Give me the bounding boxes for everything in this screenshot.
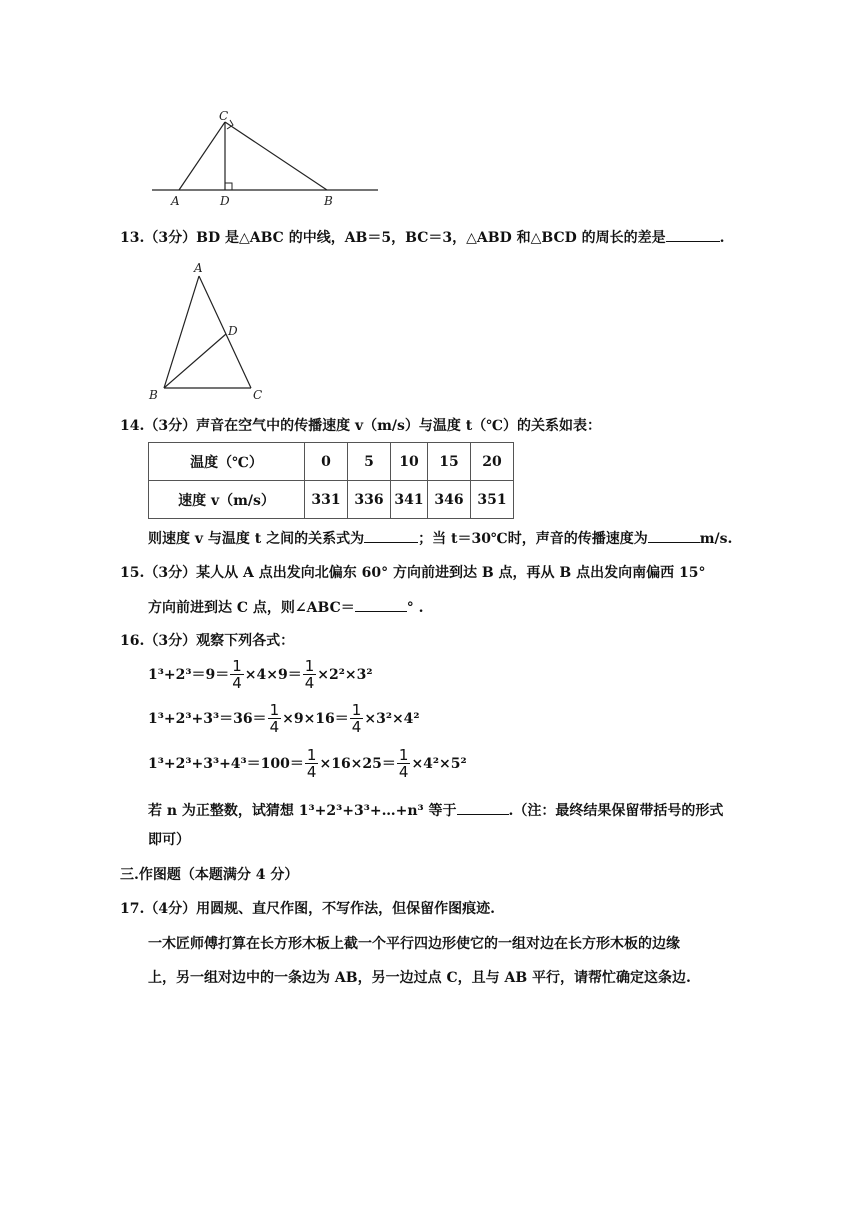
equation-2 — [148, 702, 420, 736]
fraction — [350, 702, 364, 735]
row-header: 温度（℃） — [149, 443, 305, 481]
table-row — [149, 443, 514, 481]
frac-num: 1 — [304, 656, 315, 675]
table-cell: 336 — [348, 481, 391, 519]
q16-line-c: 即可） — [148, 832, 190, 848]
q16-score: （3分） — [144, 633, 197, 649]
q15-line2 — [148, 596, 423, 618]
q16-number: 16. — [120, 633, 145, 649]
frac-num: 1 — [398, 745, 409, 764]
frac-num: 1 — [306, 745, 317, 764]
label-d: D — [220, 194, 230, 208]
label-c: C — [219, 109, 229, 123]
q14-line2-c: m/s. — [699, 531, 733, 547]
answer-blank[interactable] — [355, 596, 407, 612]
label-d: D — [228, 324, 238, 338]
q16-question-line — [148, 799, 723, 821]
equation-3 — [148, 747, 467, 781]
frac-den: 4 — [232, 673, 242, 692]
q13-end: . — [719, 230, 725, 246]
frac-num: 1 — [269, 700, 280, 719]
label-b: B — [324, 194, 333, 208]
eq-left: 1³+2³＝9＝ — [148, 667, 230, 683]
section-3-title: 三.作图题（本题满分 4 分） — [120, 867, 299, 883]
label-a: A — [194, 261, 203, 275]
triangle-median-figure — [145, 258, 275, 403]
table-row — [149, 481, 514, 519]
frac-den: 4 — [269, 717, 280, 736]
q15-score: （3分） — [144, 565, 197, 581]
fraction — [305, 747, 319, 780]
fraction — [230, 658, 244, 691]
q14-number: 14. — [120, 418, 145, 434]
table-cell: 341 — [391, 481, 428, 519]
temperature-speed-table — [148, 442, 514, 519]
row-header: 速度 v（m/s） — [149, 481, 305, 519]
table-cell: 0 — [305, 443, 348, 481]
eq-mid: ×9×16＝ — [282, 711, 349, 727]
frac-den: 4 — [398, 762, 409, 781]
q13-score: （3分） — [144, 230, 197, 246]
eq-left: 1³+2³+3³+4³＝100＝ — [148, 756, 304, 772]
frac-num: 1 — [351, 700, 362, 719]
table-cell: 331 — [305, 481, 348, 519]
q17-text: 用圆规、直尺作图，不写作法，但保留作图痕迹. — [196, 901, 495, 917]
label-a: A — [171, 194, 180, 208]
triangle-altitude-figure — [145, 108, 385, 208]
answer-blank[interactable] — [648, 527, 700, 543]
table-cell: 10 — [391, 443, 428, 481]
q14-line2-b: ；当 t＝30℃时，声音的传播速度为 — [418, 531, 648, 547]
q16-line-b: .（注：最终结果保留带括号的形式 — [508, 803, 724, 819]
frac-den: 4 — [304, 673, 315, 692]
q17-score: （4分） — [144, 901, 197, 917]
frac-den: 4 — [351, 717, 362, 736]
eq-left: 1³+2³+3³＝36＝ — [148, 711, 267, 727]
table-cell: 351 — [471, 481, 514, 519]
q15-line2-end: ° . — [406, 600, 424, 616]
table-cell: 5 — [348, 443, 391, 481]
fraction — [303, 658, 317, 691]
q15-line2-text: 方向前进到达 C 点，则∠ABC＝ — [148, 600, 355, 616]
question-14 — [120, 416, 601, 436]
q16-text: 观察下列各式： — [196, 633, 295, 649]
q14-line2-a: 则速度 v 与温度 t 之间的关系式为 — [148, 531, 365, 547]
eq-right: ×3²×4² — [364, 711, 420, 727]
question-16 — [120, 631, 294, 651]
fraction — [397, 747, 411, 780]
q14-score: （3分） — [144, 418, 197, 434]
q13-text: BD 是△ABC 的中线，AB＝5，BC＝3，△ABD 和△BCD 的周长的差是 — [196, 230, 666, 246]
question-13 — [120, 226, 724, 248]
eq-right: ×2²×3² — [317, 667, 373, 683]
q16-line-a: 若 n 为正整数，试猜想 1³+2³+3³+…+n³ 等于 — [148, 803, 457, 819]
frac-num: 1 — [232, 656, 242, 675]
q17-line3: 上，另一组对边中的一条边为 AB，另一边过点 C，且与 AB 平行，请帮忙确定这条边. — [148, 970, 691, 986]
eq-mid: ×4×9＝ — [244, 667, 302, 683]
frac-den: 4 — [306, 762, 317, 781]
answer-blank[interactable] — [364, 527, 418, 543]
q15-number: 15. — [120, 565, 145, 581]
eq-mid: ×16×25＝ — [319, 756, 396, 772]
answer-blank[interactable] — [666, 226, 720, 242]
equation-1 — [148, 658, 372, 692]
q14-answer-line — [148, 527, 732, 549]
label-b: B — [149, 388, 158, 402]
table-cell: 346 — [428, 481, 471, 519]
question-15 — [120, 563, 705, 583]
table-cell: 20 — [471, 443, 514, 481]
q14-text: 声音在空气中的传播速度 v（m/s）与温度 t（℃）的关系如表： — [196, 418, 602, 434]
q13-number: 13. — [120, 230, 145, 246]
q17-number: 17. — [120, 901, 145, 917]
answer-blank[interactable] — [457, 799, 509, 815]
q17-line2: 一木匠师傅打算在长方形木板上截一个平行四边形使它的一组对边在长方形木板的边缘 — [148, 936, 680, 952]
fraction — [268, 702, 282, 735]
question-17 — [120, 899, 495, 919]
q15-line1: 某人从 A 点出发向北偏东 60° 方向前进到达 B 点，再从 B 点出发向南偏西 15° — [196, 565, 706, 581]
label-c: C — [253, 388, 263, 402]
table-cell: 15 — [428, 443, 471, 481]
eq-right: ×4²×5² — [411, 756, 467, 772]
